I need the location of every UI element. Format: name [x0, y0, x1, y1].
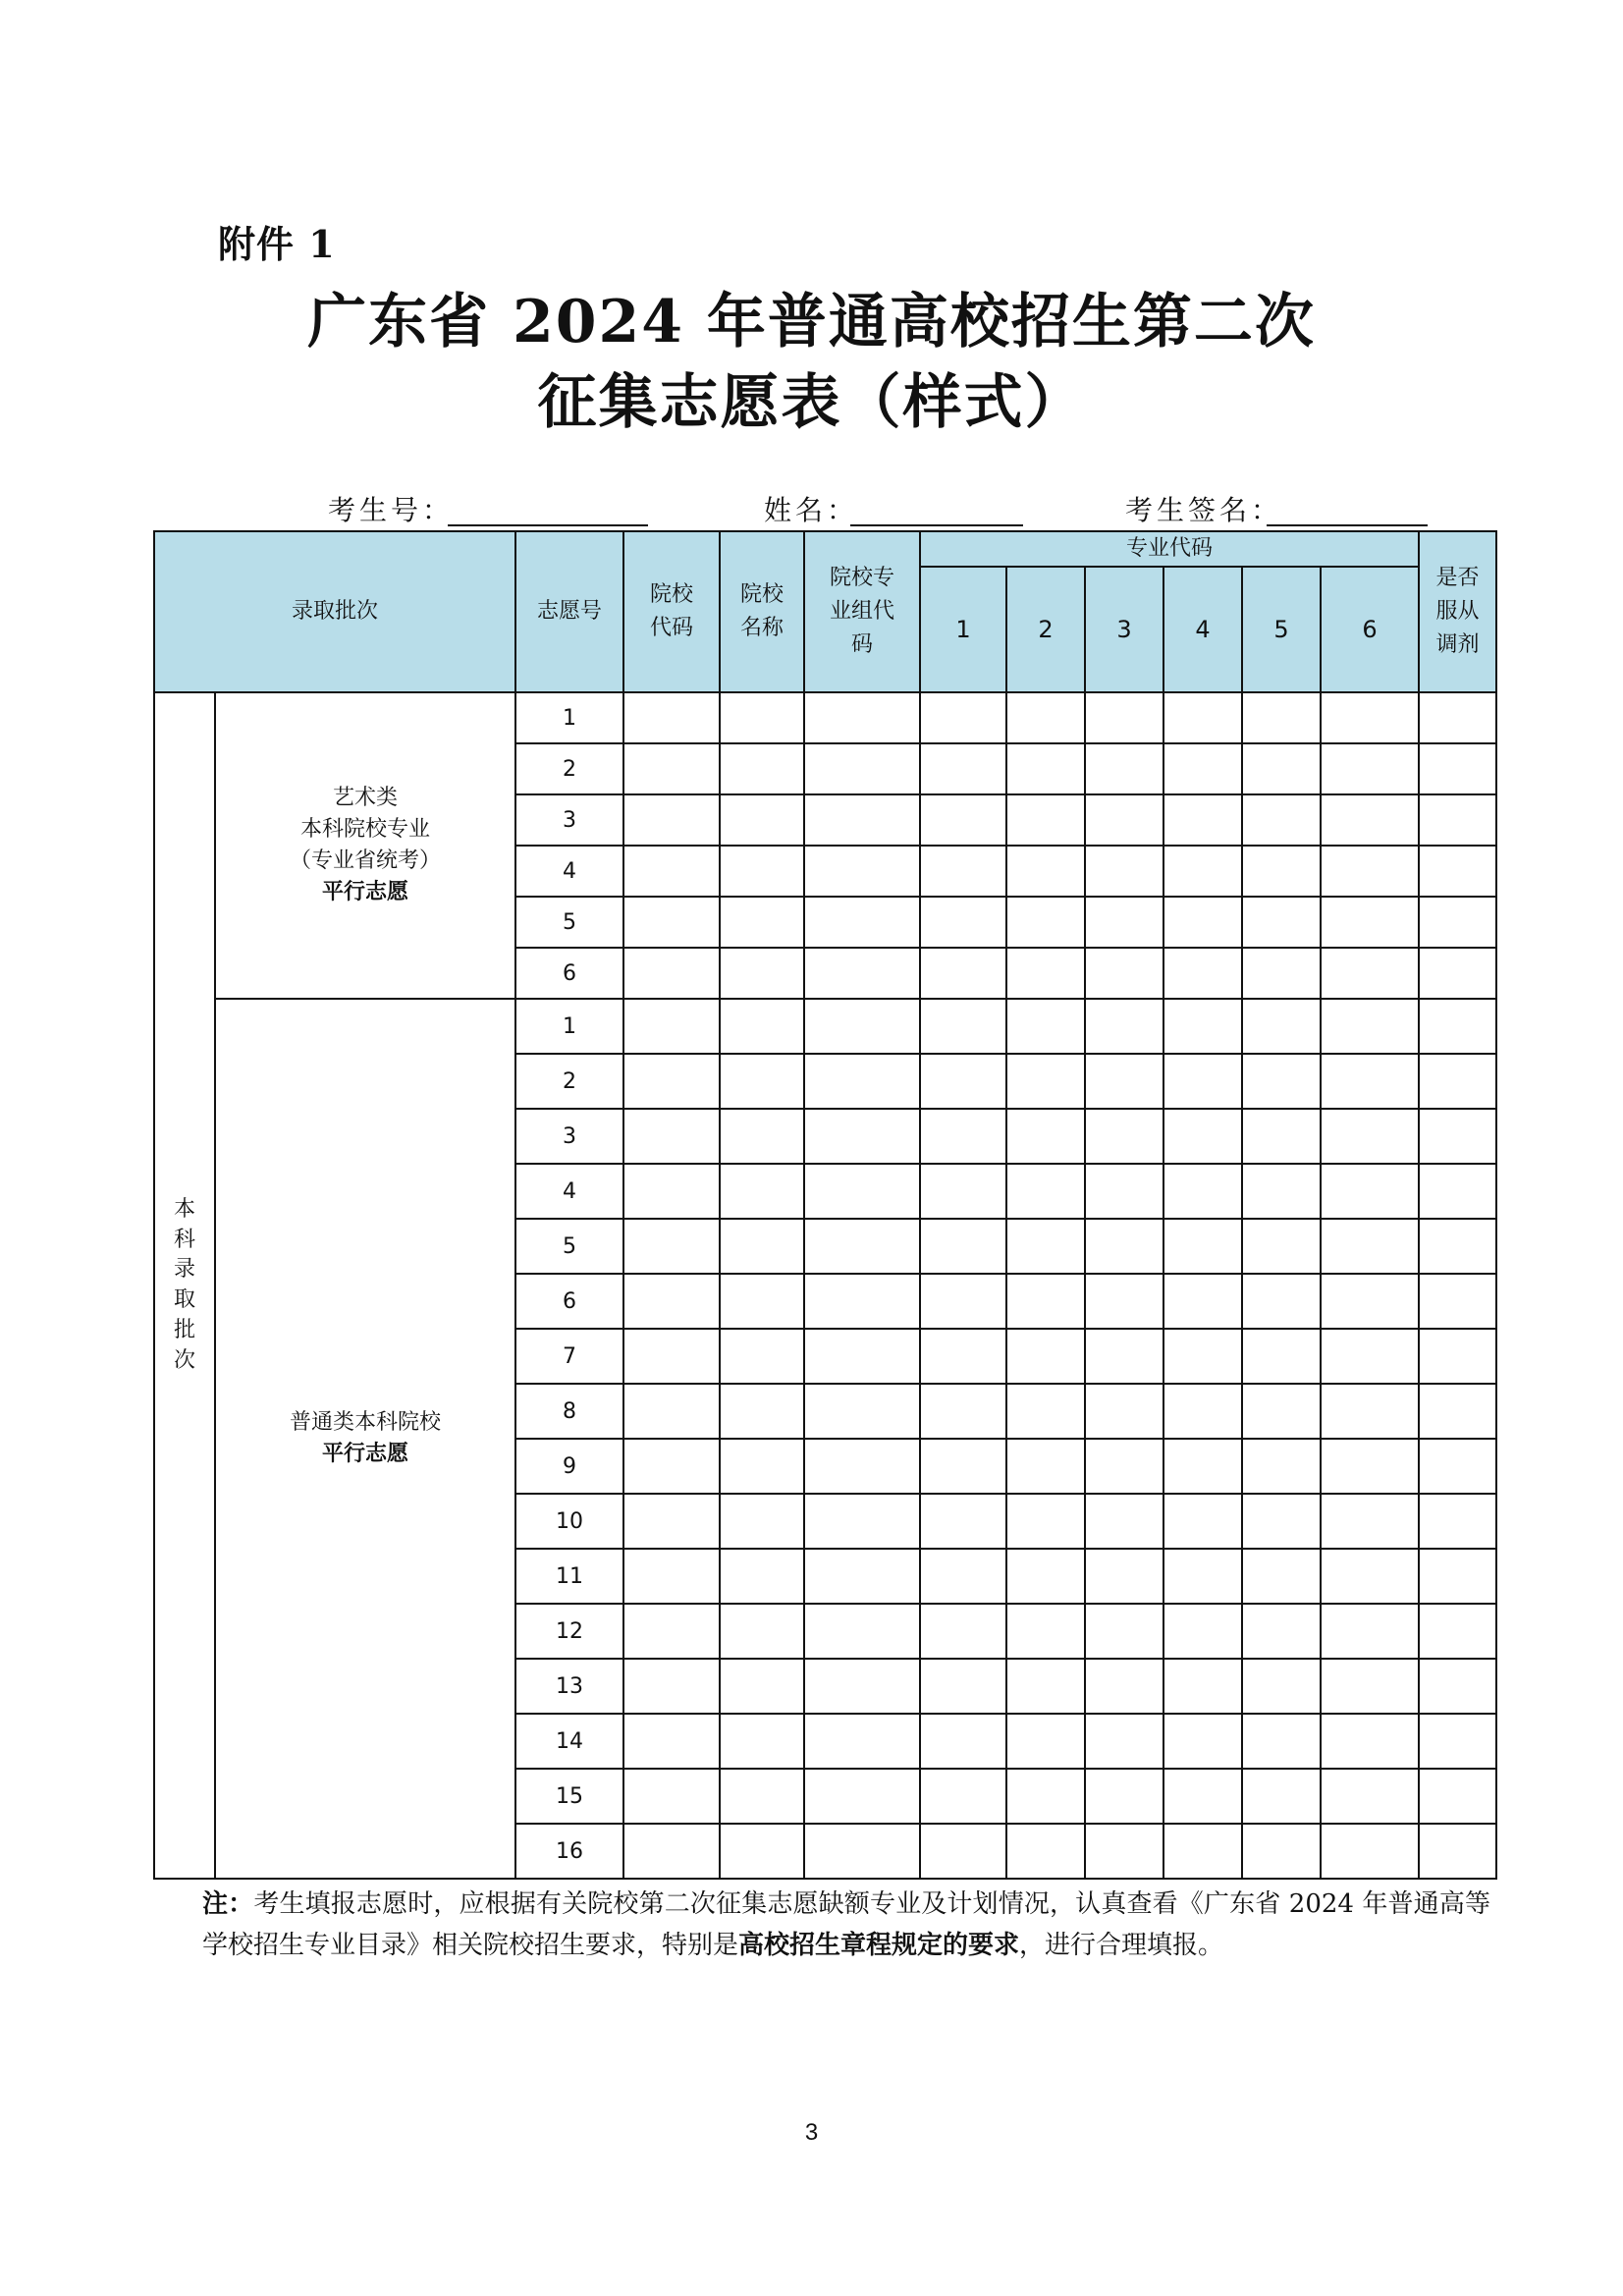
entry-cell[interactable] — [1085, 999, 1163, 1054]
entry-cell[interactable] — [1242, 743, 1321, 794]
entry-cell[interactable] — [920, 897, 1006, 948]
entry-cell[interactable] — [1321, 1659, 1419, 1714]
entry-cell[interactable] — [720, 1329, 804, 1384]
entry-cell[interactable] — [623, 1494, 720, 1549]
entry-cell[interactable] — [1419, 999, 1496, 1054]
entry-cell[interactable] — [804, 1329, 920, 1384]
entry-cell[interactable] — [1163, 1494, 1242, 1549]
entry-cell[interactable] — [1163, 1714, 1242, 1769]
choice-number: 14 — [515, 1714, 623, 1769]
entry-cell[interactable] — [720, 1494, 804, 1549]
header-major-col-1: 1 — [920, 567, 1006, 692]
table-header — [154, 531, 1496, 692]
entry-cell[interactable] — [1163, 794, 1242, 846]
entry-cell[interactable] — [1163, 1219, 1242, 1274]
entry-cell[interactable] — [1321, 1109, 1419, 1164]
entry-cell[interactable] — [804, 1549, 920, 1604]
entry-cell[interactable] — [1242, 1714, 1321, 1769]
entry-cell[interactable] — [1242, 999, 1321, 1054]
entry-cell[interactable] — [1321, 999, 1419, 1054]
header-school-code — [623, 531, 720, 692]
entry-cell[interactable] — [1419, 1769, 1496, 1824]
signature-field[interactable] — [1267, 524, 1428, 526]
entry-cell[interactable] — [1321, 1494, 1419, 1549]
group-label-bold: 平行志愿 — [322, 878, 409, 904]
entry-cell[interactable] — [1321, 1714, 1419, 1769]
adjust-text: 是否服从调剂 — [1435, 565, 1480, 658]
entry-cell[interactable] — [920, 999, 1006, 1054]
entry-cell[interactable] — [720, 1054, 804, 1109]
school-name-text: 院校名称 — [740, 581, 784, 641]
entry-cell[interactable] — [1163, 1604, 1242, 1659]
entry-cell[interactable] — [1163, 1054, 1242, 1109]
entry-cell[interactable] — [804, 692, 920, 743]
choice-number: 4 — [515, 846, 623, 897]
choice-number: 11 — [515, 1549, 623, 1604]
entry-cell[interactable] — [1242, 1549, 1321, 1604]
entry-cell[interactable] — [1085, 1494, 1163, 1549]
entry-cell[interactable] — [1321, 1219, 1419, 1274]
group-label-bold: 平行志愿 — [322, 1441, 409, 1467]
header-major-col-5: 5 — [1242, 567, 1321, 692]
entry-cell[interactable] — [1321, 1604, 1419, 1659]
entry-cell[interactable] — [920, 1659, 1006, 1714]
entry-cell[interactable] — [1321, 1549, 1419, 1604]
entry-cell[interactable] — [1419, 1494, 1496, 1549]
choice-number: 1 — [515, 999, 623, 1054]
entry-cell[interactable] — [1242, 1109, 1321, 1164]
entry-cell[interactable] — [1006, 1219, 1085, 1274]
entry-cell[interactable] — [1419, 1659, 1496, 1714]
page-title-line-2: 征集志愿表（样式） — [537, 368, 1086, 437]
entry-cell[interactable] — [1163, 846, 1242, 897]
candidate-info-fields — [0, 489, 1623, 528]
batch-label-cell — [154, 692, 215, 1879]
choice-number: 6 — [515, 948, 623, 999]
entry-cell[interactable] — [1006, 743, 1085, 794]
entry-cell[interactable] — [1321, 692, 1419, 743]
entry-cell[interactable] — [1085, 1769, 1163, 1824]
group-label-cell — [215, 999, 515, 1879]
header-batch: 录取批次 — [154, 531, 515, 692]
group-label-line: 艺术类 — [333, 786, 399, 811]
choice-number: 13 — [515, 1659, 623, 1714]
entry-cell[interactable] — [720, 948, 804, 999]
entry-cell[interactable] — [623, 1659, 720, 1714]
entry-cell[interactable] — [1006, 1714, 1085, 1769]
entry-cell[interactable] — [804, 1054, 920, 1109]
entry-cell[interactable] — [920, 1164, 1006, 1219]
entry-cell[interactable] — [804, 897, 920, 948]
entry-cell[interactable] — [1163, 1109, 1242, 1164]
choice-number: 6 — [515, 1274, 623, 1329]
school-code-text: 院校代码 — [650, 581, 694, 641]
note-text-1: 考生填报志愿时，应根据有关院校第二次征集志愿缺额专业及计划情况，认真查看《广东省 2024 年普通高等学校招生专业目录》相关院校招生要求，特别是 — [202, 1889, 1490, 1960]
entry-cell[interactable] — [720, 1384, 804, 1439]
entry-cell[interactable] — [920, 794, 1006, 846]
entry-cell[interactable] — [1006, 1824, 1085, 1879]
entry-cell[interactable] — [623, 1274, 720, 1329]
entry-cell[interactable] — [720, 1274, 804, 1329]
entry-cell[interactable] — [1085, 1164, 1163, 1219]
entry-cell[interactable] — [1242, 1329, 1321, 1384]
entry-cell[interactable] — [1321, 743, 1419, 794]
entry-cell[interactable] — [1085, 846, 1163, 897]
entry-cell[interactable] — [1085, 1714, 1163, 1769]
entry-cell[interactable] — [1419, 1109, 1496, 1164]
entry-cell[interactable] — [1321, 1769, 1419, 1824]
entry-cell[interactable] — [1419, 1549, 1496, 1604]
entry-cell[interactable] — [1085, 1659, 1163, 1714]
entry-cell[interactable] — [804, 1164, 920, 1219]
header-major-col-2: 2 — [1006, 567, 1085, 692]
entry-cell[interactable] — [720, 897, 804, 948]
entry-cell[interactable] — [1321, 794, 1419, 846]
entry-cell[interactable] — [1242, 1659, 1321, 1714]
batch-label: 本科录取批次 — [173, 1196, 195, 1373]
entry-cell[interactable] — [1163, 1274, 1242, 1329]
entry-cell[interactable] — [1163, 1659, 1242, 1714]
entry-cell[interactable] — [1242, 846, 1321, 897]
entry-cell[interactable] — [623, 794, 720, 846]
entry-cell[interactable] — [1321, 1329, 1419, 1384]
entry-cell[interactable] — [720, 743, 804, 794]
entry-cell[interactable] — [920, 1439, 1006, 1494]
entry-cell[interactable] — [1085, 692, 1163, 743]
entry-cell[interactable] — [1163, 692, 1242, 743]
choice-number: 5 — [515, 897, 623, 948]
entry-cell[interactable] — [1085, 1604, 1163, 1659]
entry-cell[interactable] — [1006, 1549, 1085, 1604]
choice-number: 8 — [515, 1384, 623, 1439]
name-field[interactable] — [850, 524, 1023, 526]
entry-cell[interactable] — [804, 794, 920, 846]
entry-cell[interactable] — [1006, 948, 1085, 999]
header-major-col-3: 3 — [1085, 567, 1163, 692]
group-label-line: 本科院校专业 — [300, 817, 431, 843]
entry-cell[interactable] — [920, 1219, 1006, 1274]
entry-cell[interactable] — [623, 1439, 720, 1494]
entry-cell[interactable] — [623, 743, 720, 794]
entry-cell[interactable] — [623, 1384, 720, 1439]
choice-number: 4 — [515, 1164, 623, 1219]
entry-cell[interactable] — [623, 1054, 720, 1109]
header-major-code: 专业代码 — [920, 531, 1419, 567]
entry-cell[interactable] — [920, 1274, 1006, 1329]
choice-number: 5 — [515, 1219, 623, 1274]
page-number: 3 — [804, 2119, 819, 2146]
entry-cell[interactable] — [804, 1769, 920, 1824]
entry-cell[interactable] — [1085, 1439, 1163, 1494]
choice-number: 2 — [515, 743, 623, 794]
entry-cell[interactable] — [623, 846, 720, 897]
header-group-code — [804, 531, 920, 692]
note-emphasis: 高校招生章程规定的要求 — [738, 1931, 1020, 1960]
entry-cell[interactable] — [1321, 1164, 1419, 1219]
entry-cell[interactable] — [623, 1769, 720, 1824]
entry-cell[interactable] — [804, 1109, 920, 1164]
entry-cell[interactable] — [1085, 897, 1163, 948]
entry-cell[interactable] — [804, 1439, 920, 1494]
entry-cell[interactable] — [623, 1549, 720, 1604]
entry-cell[interactable] — [1006, 1604, 1085, 1659]
entry-cell[interactable] — [1085, 1824, 1163, 1879]
entry-cell[interactable] — [1242, 1219, 1321, 1274]
entry-cell[interactable] — [623, 1824, 720, 1879]
entry-cell[interactable] — [623, 948, 720, 999]
group-label-cell — [215, 692, 515, 999]
entry-cell[interactable] — [623, 999, 720, 1054]
entry-cell[interactable] — [1321, 846, 1419, 897]
entry-cell[interactable] — [920, 1329, 1006, 1384]
table-row — [154, 999, 1496, 1054]
entry-cell[interactable] — [1419, 948, 1496, 999]
entry-cell[interactable] — [1163, 1164, 1242, 1219]
group-label-line: 普通类本科院校 — [290, 1410, 442, 1436]
entry-cell[interactable] — [1321, 1274, 1419, 1329]
entry-cell[interactable] — [1419, 692, 1496, 743]
entry-cell[interactable] — [1242, 948, 1321, 999]
entry-cell[interactable] — [1419, 1604, 1496, 1659]
entry-cell[interactable] — [1085, 1219, 1163, 1274]
entry-cell[interactable] — [1085, 794, 1163, 846]
choice-number: 12 — [515, 1604, 623, 1659]
entry-cell[interactable] — [1321, 1439, 1419, 1494]
entry-cell[interactable] — [1419, 1439, 1496, 1494]
entry-cell[interactable] — [804, 743, 920, 794]
entry-cell[interactable] — [920, 1054, 1006, 1109]
entry-cell[interactable] — [920, 692, 1006, 743]
header-major-col-6: 6 — [1321, 567, 1419, 692]
entry-cell[interactable] — [1006, 999, 1085, 1054]
header-major-col-4: 4 — [1163, 567, 1242, 692]
entry-cell[interactable] — [1321, 1384, 1419, 1439]
entry-cell[interactable] — [1419, 743, 1496, 794]
entry-cell[interactable] — [1419, 1384, 1496, 1439]
entry-cell[interactable] — [720, 1659, 804, 1714]
entry-cell[interactable] — [920, 1549, 1006, 1604]
group-code-text: 院校专业组代码 — [830, 565, 895, 658]
entry-cell[interactable] — [623, 692, 720, 743]
note-prefix: 注： — [202, 1889, 254, 1919]
entry-cell[interactable] — [720, 1769, 804, 1824]
signature-label: 考生签名： — [1125, 494, 1283, 526]
entry-cell[interactable] — [1006, 1164, 1085, 1219]
entry-cell[interactable] — [1419, 1274, 1496, 1329]
entry-cell[interactable] — [1006, 1494, 1085, 1549]
entry-cell[interactable] — [1006, 1769, 1085, 1824]
entry-cell[interactable] — [1242, 1769, 1321, 1824]
choice-number: 15 — [515, 1769, 623, 1824]
page-title-line-1: 广东省 2024 年普通高校招生第二次 — [307, 288, 1316, 356]
entry-cell[interactable] — [623, 1219, 720, 1274]
entry-cell[interactable] — [804, 1604, 920, 1659]
entry-cell[interactable] — [1242, 1494, 1321, 1549]
entry-cell[interactable] — [920, 846, 1006, 897]
entry-cell[interactable] — [1085, 1054, 1163, 1109]
entry-cell[interactable] — [720, 1549, 804, 1604]
choice-number: 3 — [515, 1109, 623, 1164]
entry-cell[interactable] — [720, 1164, 804, 1219]
choice-number: 7 — [515, 1329, 623, 1384]
entry-cell[interactable] — [1419, 1329, 1496, 1384]
entry-cell[interactable] — [804, 948, 920, 999]
entry-cell[interactable] — [920, 1109, 1006, 1164]
entry-cell[interactable] — [1006, 794, 1085, 846]
exam-number-field[interactable] — [448, 524, 648, 526]
entry-cell[interactable] — [1006, 897, 1085, 948]
entry-cell[interactable] — [1085, 948, 1163, 999]
entry-cell[interactable] — [1006, 1054, 1085, 1109]
entry-cell[interactable] — [1419, 897, 1496, 948]
entry-cell[interactable] — [1006, 1109, 1085, 1164]
entry-cell[interactable] — [720, 999, 804, 1054]
entry-cell[interactable] — [1163, 1439, 1242, 1494]
table-body — [154, 692, 1496, 1879]
group-label-line: （专业省统考） — [290, 848, 442, 874]
entry-cell[interactable] — [1242, 897, 1321, 948]
choice-number: 9 — [515, 1439, 623, 1494]
entry-cell[interactable] — [920, 1604, 1006, 1659]
entry-cell[interactable] — [1006, 1329, 1085, 1384]
entry-cell[interactable] — [1163, 743, 1242, 794]
entry-cell[interactable] — [1321, 897, 1419, 948]
entry-cell[interactable] — [1163, 1824, 1242, 1879]
entry-cell[interactable] — [1006, 692, 1085, 743]
entry-cell[interactable] — [1419, 1054, 1496, 1109]
attachment-label: 附件 1 — [218, 222, 336, 266]
entry-cell[interactable] — [1321, 1054, 1419, 1109]
entry-cell[interactable] — [804, 1274, 920, 1329]
entry-cell[interactable] — [1242, 1384, 1321, 1439]
entry-cell[interactable] — [1163, 999, 1242, 1054]
entry-cell[interactable] — [720, 846, 804, 897]
entry-cell[interactable] — [1242, 1824, 1321, 1879]
entry-cell[interactable] — [1085, 1274, 1163, 1329]
entry-cell[interactable] — [623, 1164, 720, 1219]
entry-cell[interactable] — [804, 1219, 920, 1274]
entry-cell[interactable] — [1242, 794, 1321, 846]
entry-cell[interactable] — [920, 1494, 1006, 1549]
entry-cell[interactable] — [1006, 1384, 1085, 1439]
entry-cell[interactable] — [920, 743, 1006, 794]
entry-cell[interactable] — [623, 1604, 720, 1659]
entry-cell[interactable] — [1419, 1219, 1496, 1274]
choice-number: 16 — [515, 1824, 623, 1879]
entry-cell[interactable] — [720, 692, 804, 743]
entry-cell[interactable] — [720, 794, 804, 846]
entry-cell[interactable] — [1006, 1659, 1085, 1714]
table-row — [154, 692, 1496, 743]
entry-cell[interactable] — [1006, 1274, 1085, 1329]
choice-number: 1 — [515, 692, 623, 743]
entry-cell[interactable] — [1419, 846, 1496, 897]
entry-cell[interactable] — [1419, 794, 1496, 846]
entry-cell[interactable] — [804, 1824, 920, 1879]
entry-cell[interactable] — [1006, 846, 1085, 897]
entry-cell[interactable] — [920, 1714, 1006, 1769]
entry-cell[interactable] — [720, 1109, 804, 1164]
entry-cell[interactable] — [1242, 1164, 1321, 1219]
choice-form-table — [153, 530, 1497, 1880]
entry-cell[interactable] — [804, 1384, 920, 1439]
note-text-2: ，进行合理填报。 — [1019, 1931, 1224, 1960]
entry-cell[interactable] — [1163, 948, 1242, 999]
entry-cell[interactable] — [920, 948, 1006, 999]
entry-cell[interactable] — [623, 1329, 720, 1384]
entry-cell[interactable] — [623, 897, 720, 948]
entry-cell[interactable] — [1242, 1439, 1321, 1494]
entry-cell[interactable] — [1419, 1824, 1496, 1879]
entry-cell[interactable] — [1242, 1604, 1321, 1659]
exam-number-label: 考生号： — [328, 494, 455, 526]
entry-cell[interactable] — [623, 1109, 720, 1164]
header-school-name — [720, 531, 804, 692]
entry-cell[interactable] — [623, 1714, 720, 1769]
choice-number: 2 — [515, 1054, 623, 1109]
entry-cell[interactable] — [1163, 897, 1242, 948]
choice-number: 3 — [515, 794, 623, 846]
entry-cell[interactable] — [1419, 1714, 1496, 1769]
entry-cell[interactable] — [1085, 743, 1163, 794]
header-choice-no: 志愿号 — [515, 531, 623, 692]
entry-cell[interactable] — [1242, 1054, 1321, 1109]
entry-cell[interactable] — [1006, 1439, 1085, 1494]
choice-number: 10 — [515, 1494, 623, 1549]
entry-cell[interactable] — [1085, 1384, 1163, 1439]
note — [202, 1884, 1490, 1966]
entry-cell[interactable] — [1321, 948, 1419, 999]
entry-cell[interactable] — [804, 1714, 920, 1769]
entry-cell[interactable] — [1242, 1274, 1321, 1329]
entry-cell[interactable] — [720, 1714, 804, 1769]
entry-cell[interactable] — [804, 999, 920, 1054]
entry-cell[interactable] — [1242, 692, 1321, 743]
entry-cell[interactable] — [1419, 1164, 1496, 1219]
entry-cell[interactable] — [1085, 1549, 1163, 1604]
entry-cell[interactable] — [1085, 1109, 1163, 1164]
entry-cell[interactable] — [804, 1494, 920, 1549]
entry-cell[interactable] — [920, 1824, 1006, 1879]
entry-cell[interactable] — [1163, 1769, 1242, 1824]
entry-cell[interactable] — [720, 1439, 804, 1494]
entry-cell[interactable] — [1321, 1824, 1419, 1879]
entry-cell[interactable] — [920, 1769, 1006, 1824]
entry-cell[interactable] — [804, 1659, 920, 1714]
entry-cell[interactable] — [804, 846, 920, 897]
entry-cell[interactable] — [1163, 1329, 1242, 1384]
entry-cell[interactable] — [1163, 1384, 1242, 1439]
entry-cell[interactable] — [720, 1824, 804, 1879]
entry-cell[interactable] — [1163, 1549, 1242, 1604]
header-adjust — [1419, 531, 1496, 692]
name-label: 姓名： — [764, 494, 859, 526]
entry-cell[interactable] — [720, 1604, 804, 1659]
entry-cell[interactable] — [720, 1219, 804, 1274]
entry-cell[interactable] — [1085, 1329, 1163, 1384]
entry-cell[interactable] — [920, 1384, 1006, 1439]
